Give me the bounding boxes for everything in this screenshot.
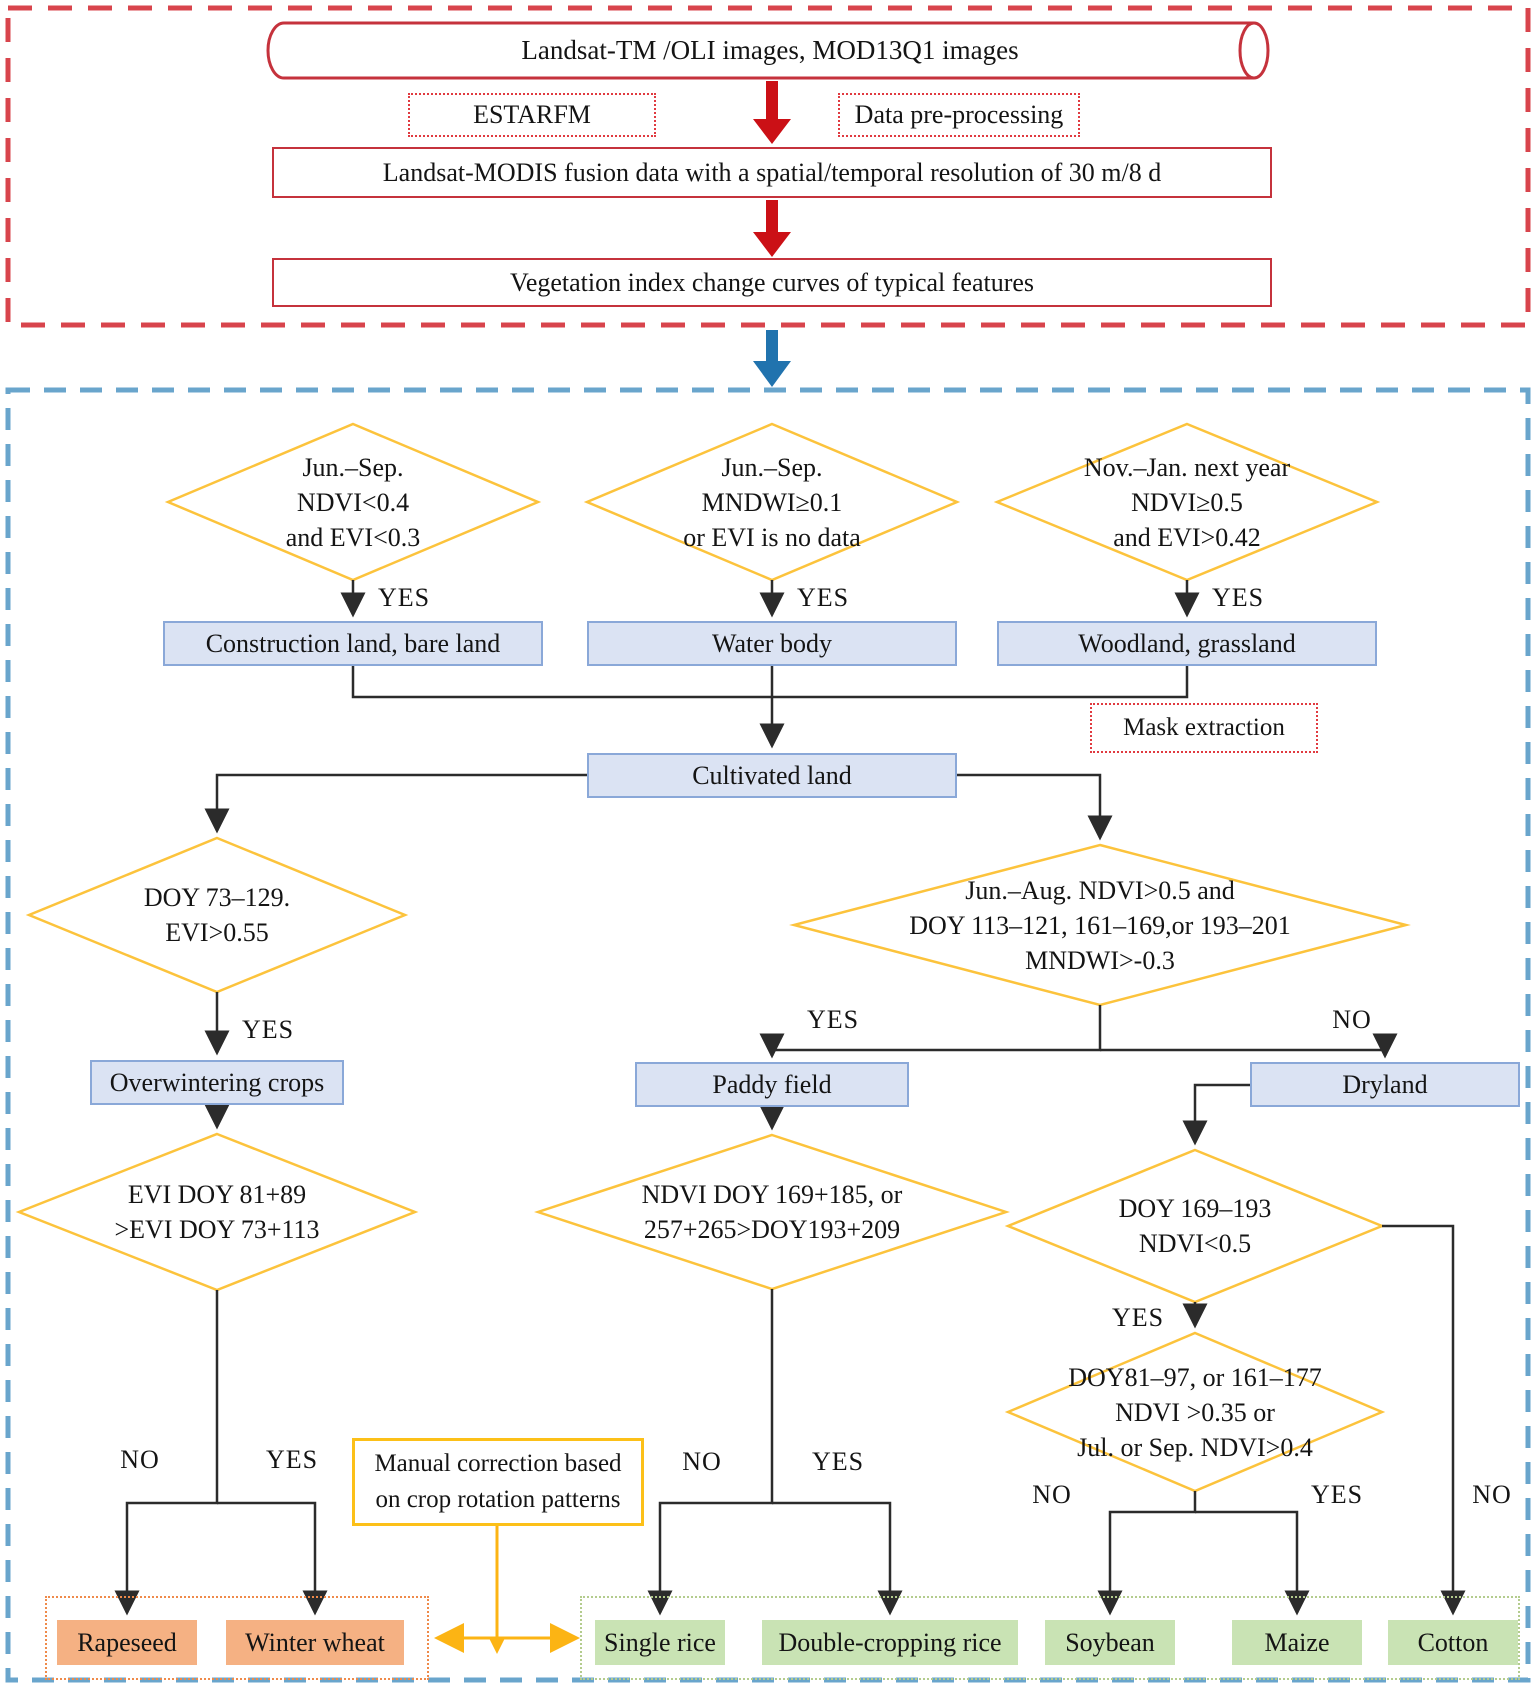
overwinter-test-line1: DOY 73–129. <box>143 883 291 912</box>
woodland-test-line2: NDVI≥0.5 <box>1131 487 1243 517</box>
paddy-field-node <box>635 1062 909 1107</box>
rice-test-line2: 257+265>DOY193+209 <box>643 1215 901 1244</box>
connector-manual-junction-arrow <box>489 1638 505 1654</box>
dry-yes-label: YES <box>1111 1303 1165 1332</box>
arrow-fusion-to-curves <box>753 200 791 257</box>
arrow-source-to-fusion <box>753 81 791 144</box>
water-test-line1: Jun.–Sep. <box>721 452 823 482</box>
vi-curves-node <box>272 258 1272 307</box>
manual-correction-line2: on crop rotation patterns <box>375 1486 621 1513</box>
overwinter-test-text <box>29 838 405 992</box>
maize-node <box>1232 1620 1362 1665</box>
paddy-test-line1: Jun.–Aug. NDVI>0.5 and <box>965 875 1235 905</box>
connector-dryland-to-dry-test <box>1195 1085 1250 1143</box>
woodland-grassland-node <box>997 621 1377 666</box>
dry-ndvi-test-line1: DOY 169–193 <box>1118 1194 1272 1223</box>
woodland-test-line1: Nov.–Jan. next year <box>1083 452 1291 482</box>
construction-land-node <box>163 621 543 666</box>
water-test-text <box>587 424 957 580</box>
arrow-curves-to-classification <box>753 330 791 387</box>
single-rice-label: Single rice <box>604 1627 716 1657</box>
wheat-test-text <box>19 1134 415 1290</box>
woodland-grassland-label: Woodland, grassland <box>1078 628 1296 658</box>
connector-cultivated-to-overwinter-test <box>217 775 587 831</box>
manual-correction-line1: Manual correction based <box>374 1450 622 1477</box>
connector-dry-no-cotton <box>1382 1226 1453 1613</box>
dryland-label: Dryland <box>1342 1069 1428 1099</box>
bare-land-test-text <box>168 424 538 580</box>
double-cropping-rice-node <box>762 1620 1018 1665</box>
single-rice-node <box>595 1620 725 1665</box>
soy-maize-test-line1: DOY81–97, or 161–177 <box>1068 1362 1322 1392</box>
dry-ndvi-test-text <box>1008 1150 1382 1302</box>
maize-label: Maize <box>1264 1627 1330 1657</box>
soy-maize-test-line3: Jul. or Sep. NDVI>0.4 <box>1077 1432 1313 1462</box>
cultivated-land-label: Cultivated land <box>692 760 852 790</box>
water-test-line3: or EVI is no data <box>683 522 861 552</box>
wheat-test-line1: EVI DOY 81+89 <box>127 1180 307 1209</box>
rice-no-label: NO <box>682 1447 722 1476</box>
wheat-yes-label: YES <box>265 1445 319 1474</box>
source-data-label: Landsat-TM /OLI images, MOD13Q1 images <box>521 35 1019 65</box>
overwintering-crops-label: Overwintering crops <box>109 1067 325 1097</box>
rapeseed-label: Rapeseed <box>77 1627 177 1657</box>
overwinter-test-line2: EVI>0.55 <box>165 918 269 947</box>
water-yes-label: YES <box>796 583 850 612</box>
soy-yes-label: YES <box>1310 1480 1364 1509</box>
overwinter-yes-label: YES <box>241 1015 295 1044</box>
vi-curves-label: Vegetation index change curves of typical features <box>509 267 1035 297</box>
rice-yes-label: YES <box>811 1447 865 1476</box>
water-test-line2: MNDWI≥0.1 <box>701 487 843 517</box>
soy-maize-test-line2: NDVI >0.35 or <box>1115 1397 1275 1427</box>
fusion-data-node <box>272 147 1272 198</box>
soy-maize-test-text <box>1008 1333 1382 1491</box>
wheat-no-label: NO <box>120 1445 160 1474</box>
bare-land-yes-label: YES <box>377 583 431 612</box>
mask-extraction-node <box>1090 703 1318 753</box>
cotton-no-label: NO <box>1472 1480 1512 1509</box>
preprocessing-label: Data pre-processing <box>854 100 1064 129</box>
fusion-data-label: Landsat-MODIS fusion data with a spatial/temporal resolution of 30 m/8 d <box>382 157 1162 187</box>
connector-paddy-split-right <box>1100 1050 1385 1056</box>
dry-ndvi-test-line2: NDVI<0.5 <box>1138 1229 1252 1258</box>
overwintering-crops-node <box>90 1060 344 1105</box>
woodland-test-text <box>997 424 1377 580</box>
source-data-node <box>272 23 1268 78</box>
bare-land-test-line3: and EVI<0.3 <box>285 522 421 552</box>
soybean-node <box>1045 1620 1175 1665</box>
soy-no-label: NO <box>1032 1480 1072 1509</box>
paddy-yes-label: YES <box>806 1005 860 1034</box>
manual-correction-node <box>352 1438 644 1526</box>
winter-wheat-label: Winter wheat <box>245 1627 385 1657</box>
paddy-test-line2: DOY 113–121, 161–169,or 193–201 <box>909 910 1291 940</box>
paddy-test-line3: MNDWI>-0.3 <box>1025 945 1175 975</box>
paddy-field-label: Paddy field <box>712 1069 832 1099</box>
cotton-node <box>1388 1620 1518 1665</box>
woodland-test-line3: and EVI>0.42 <box>1113 522 1261 552</box>
dryland-node <box>1250 1062 1520 1107</box>
mask-extraction-label: Mask extraction <box>1123 714 1285 741</box>
connector-cultivated-to-paddy-test <box>957 775 1100 838</box>
estarfm-label: ESTARFM <box>473 100 591 129</box>
rapeseed-node <box>57 1620 197 1665</box>
water-body-node <box>587 621 957 666</box>
wheat-test-line2: >EVI DOY 73+113 <box>114 1215 320 1244</box>
cotton-label: Cotton <box>1417 1627 1489 1657</box>
double-cropping-rice-label: Double-cropping rice <box>778 1627 1002 1657</box>
bare-land-test-line1: Jun.–Sep. <box>302 452 404 482</box>
soybean-label: Soybean <box>1065 1627 1155 1657</box>
estarfm-node <box>408 93 656 137</box>
connector-masks-join <box>353 666 1187 697</box>
construction-land-label: Construction land, bare land <box>205 628 501 658</box>
bare-land-test-line2: NDVI<0.4 <box>296 487 410 517</box>
paddy-test-text <box>794 845 1406 1005</box>
woodland-yes-label: YES <box>1211 583 1265 612</box>
rice-test-line1: NDVI DOY 169+185, or <box>641 1180 903 1209</box>
cultivated-land-node <box>587 753 957 798</box>
paddy-no-label: NO <box>1332 1005 1372 1034</box>
preprocessing-node <box>838 93 1080 137</box>
connector-soy-no-soybean <box>1110 1491 1195 1613</box>
winter-wheat-node <box>226 1620 404 1665</box>
water-body-label: Water body <box>712 628 832 658</box>
rice-test-text <box>538 1135 1006 1289</box>
